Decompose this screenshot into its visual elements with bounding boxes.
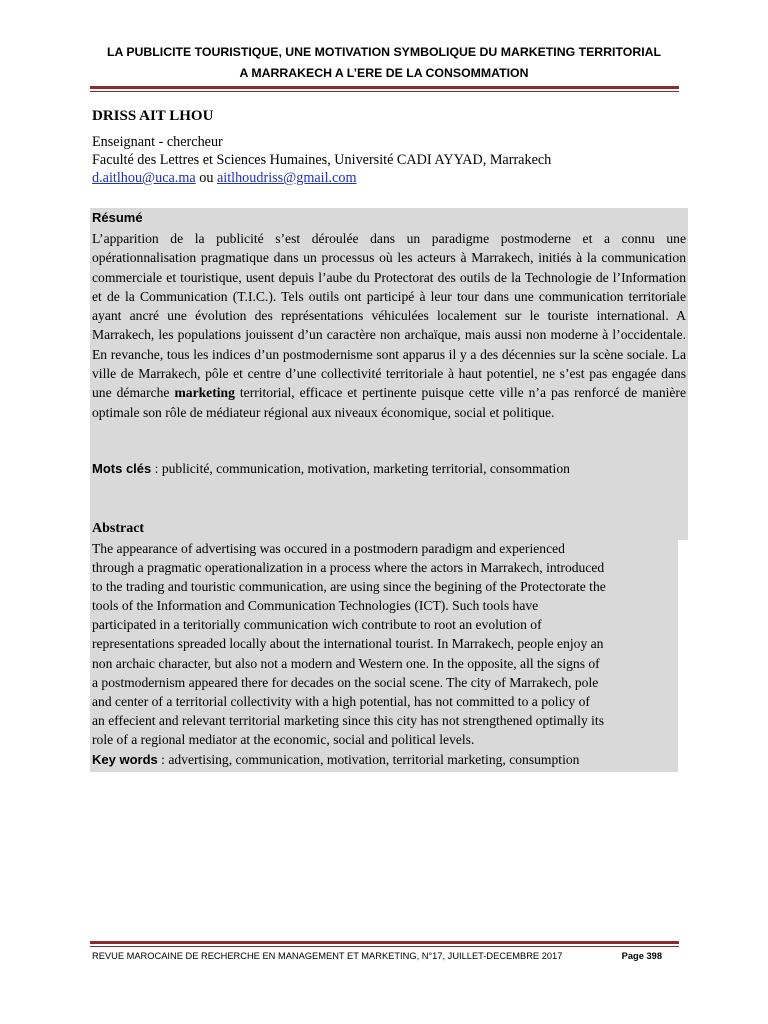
abstract-line: role of a regional mediator at the economic, social and political levels. bbox=[92, 731, 475, 747]
abstract-line: non archaic character, but also not a modern and Western one. In the opposite, all the signs of bbox=[92, 655, 600, 671]
resume-text-part-1: L’apparition de la publicité s’est déroulée dans un paradigme postmoderne et a connu une opérationnalisation pragmatique dans un processus où les acteurs à Marrakech, initiés à la communication commerciale et touristique, usent depuis l’aube du Protectorat des outils de la Technologie de l’Information et de la Communication (T.I.C.). Tels outils ont participé à leur tour dans une communication territoriale ayant ancré une évolution des représentations véhiculées localement sur le touriste international. A Marrakech, les populations jouissent d’un caractère non archaïque, mais aussi non moderne à l’occidentale. En revanche, tous les indices d’un postmodernisme sont apparus il y a des décennies sur la scène sociale. La ville de Marrakech, pôle et centre d’une collectivité territoriale à haut potentiel, ne s’est pas engagée dans une démarche bbox=[92, 231, 686, 401]
email-link-1[interactable]: d.aitlhou@uca.ma bbox=[92, 170, 196, 186]
footer-page-number: Page 398 bbox=[621, 951, 662, 961]
abstract-text bbox=[92, 539, 682, 749]
abstract-line: through a pragmatic operationalization in a process where the actors in Marrakech, introduced bbox=[92, 560, 605, 576]
abstract-line: The appearance of advertising was occured in a postmodern paradigm and experienced bbox=[92, 541, 565, 556]
abstract-line: and center of a territorial collectivity with a high potential, has not committed to a policy of bbox=[92, 693, 590, 709]
abstract-line: tools of the Information and Communication Technologies (ICT). Such tools have bbox=[92, 598, 539, 614]
resume-heading: Résumé bbox=[92, 210, 143, 225]
abstract-keywords-label: Key words bbox=[92, 752, 158, 767]
header-title-line-2: A MARRAKECH A L’ERE DE LA CONSOMMATION bbox=[239, 66, 529, 80]
header-rule-thin bbox=[90, 91, 679, 92]
abstract-line: an effecient and relevant territorial marketing since this city has not strengthened optimally its bbox=[92, 712, 604, 728]
resume-text-bold: marketing bbox=[174, 385, 235, 401]
resume-text-part-2: territorial, efficace et pertinente puisque cette ville n’a pas renforcé de manière optimale son rôle de médiateur régional aux niveaux économique, social et politique. bbox=[92, 385, 686, 420]
footer-rule-thin bbox=[90, 946, 679, 947]
abstract-keywords bbox=[92, 752, 682, 768]
email-separator: ou bbox=[195, 170, 217, 186]
abstract-line: to the trading and touristic communication, are using since the begining of the Protectorate the bbox=[92, 579, 606, 595]
header-title-line-1: LA PUBLICITE TOURISTIQUE, UNE MOTIVATION SYMBOLIQUE DU MARKETING TERRITORIAL bbox=[106, 45, 662, 59]
abstract-line: representations spreaded locally about the international tourist. In Marrakech, people enjoy an bbox=[92, 636, 604, 652]
author-affiliation-block bbox=[92, 133, 682, 187]
author-name: DRISS AIT LHOU bbox=[92, 108, 214, 124]
author-emails bbox=[92, 169, 682, 187]
page-footer bbox=[92, 951, 668, 961]
footer-rule-thick bbox=[90, 941, 679, 944]
resume-keywords-label: Mots clés bbox=[92, 461, 152, 476]
header-rule-thick bbox=[90, 86, 679, 89]
running-header-title bbox=[84, 42, 684, 84]
email-link-2[interactable]: aitlhoudriss@gmail.com bbox=[216, 170, 357, 186]
abstract-line: a postmodernism appeared there for decades on the social scene. The city of Marrakech, pole bbox=[92, 674, 599, 690]
abstract-heading: Abstract bbox=[92, 521, 145, 536]
abstract-keywords-text: : advertising, communication, motivation, territorial marketing, consumption bbox=[157, 752, 580, 767]
resume-keywords bbox=[92, 461, 686, 477]
author-role: Enseignant - chercheur bbox=[92, 134, 223, 150]
footer-journal: REVUE MAROCAINE DE RECHERCHE EN MANAGEMENT ET MARKETING, N°17, JUILLET-DECEMBRE 2017 bbox=[92, 951, 563, 961]
resume-keywords-text: : publicité, communication, motivation, marketing territorial, consommation bbox=[151, 461, 570, 476]
abstract-line: participated in a teritorially communication wich contribute to root an evolution of bbox=[92, 617, 542, 633]
author-institution: Faculté des Lettres et Sciences Humaines, Université CADI AYYAD, Marrakech bbox=[92, 152, 552, 168]
resume-text bbox=[92, 229, 686, 422]
